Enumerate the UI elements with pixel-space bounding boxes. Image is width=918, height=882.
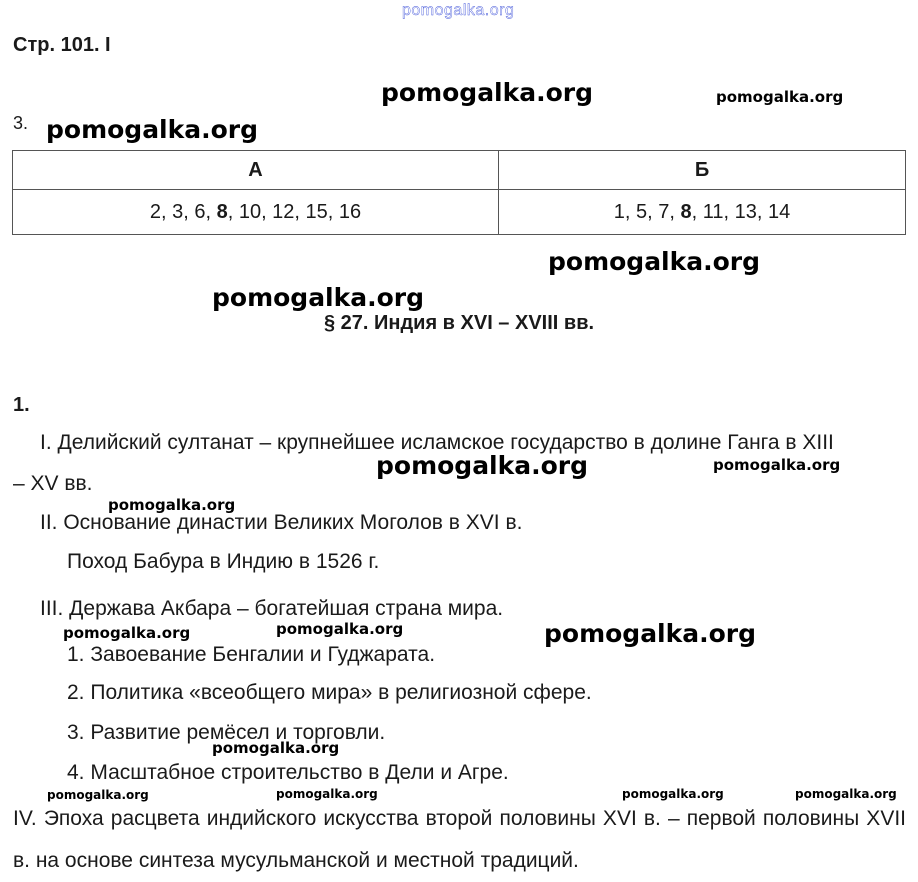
- watermark: pomogalka.org: [212, 283, 425, 312]
- task-number: 1.: [13, 394, 30, 416]
- watermark: pomogalka.org: [713, 456, 841, 474]
- table-row: [13, 190, 906, 235]
- list-item: 4. Масштабное строительство в Дели и Агре.: [67, 761, 509, 784]
- watermark: pomogalka.org: [544, 619, 757, 648]
- task-number: 3.: [13, 113, 29, 133]
- watermark: pomogalka.org: [47, 788, 149, 802]
- watermark: pomogalka.org: [376, 451, 589, 480]
- table-header-a: А: [13, 151, 499, 190]
- table-cell-a: 2, 3, 6, 8, 10, 12, 15, 16: [13, 190, 499, 235]
- list-item: 2. Политика «всеобщего мира» в религиозной сфере.: [67, 681, 592, 704]
- section-title: § 27. Индия в XVI – XVIII вв.: [323, 312, 595, 334]
- page-reference: Стр. 101. I: [13, 34, 111, 56]
- list-item: 1. Завоевание Бенгалии и Гуджарата.: [67, 643, 436, 666]
- watermark: pomogalka.org: [63, 624, 191, 642]
- table-cell-b: 1, 5, 7, 8, 11, 13, 14: [499, 190, 906, 235]
- outline-point-1-line2: – XV вв.: [13, 472, 93, 495]
- watermark-top: pomogalka.org: [402, 2, 515, 19]
- outline-point-4: IV. Эпоха расцвета индийского искусства второй половины XVI в. – первой половины XVII в. на основе синтеза мусульманской и местной традиций.: [13, 807, 906, 872]
- list-item: 3. Развитие ремёсел и торговли.: [67, 721, 386, 744]
- watermark: pomogalka.org: [276, 620, 404, 638]
- watermark: pomogalka.org: [212, 739, 340, 757]
- watermark: pomogalka.org: [108, 496, 236, 514]
- answer-table: [12, 150, 906, 235]
- table-header-b: Б: [499, 151, 906, 190]
- watermark: pomogalka.org: [622, 787, 724, 801]
- outline-point-2: II. Основание династии Великих Моголов в XVI в.: [40, 511, 523, 534]
- watermark: pomogalka.org: [795, 787, 897, 801]
- watermark: pomogalka.org: [381, 78, 594, 107]
- watermark: pomogalka.org: [46, 115, 259, 144]
- watermark: pomogalka.org: [548, 247, 761, 276]
- outline-subpoint: Поход Бабура в Индию в 1526 г.: [67, 550, 380, 573]
- table-header-row: [13, 151, 906, 190]
- outline-point-1-line1: I. Делийский султанат – крупнейшее исламское государство в долине Ганга в XIII: [40, 431, 834, 454]
- watermark: pomogalka.org: [716, 88, 844, 106]
- watermark: pomogalka.org: [276, 787, 378, 801]
- outline-point-3: III. Держава Акбара – богатейшая страна мира.: [40, 597, 504, 620]
